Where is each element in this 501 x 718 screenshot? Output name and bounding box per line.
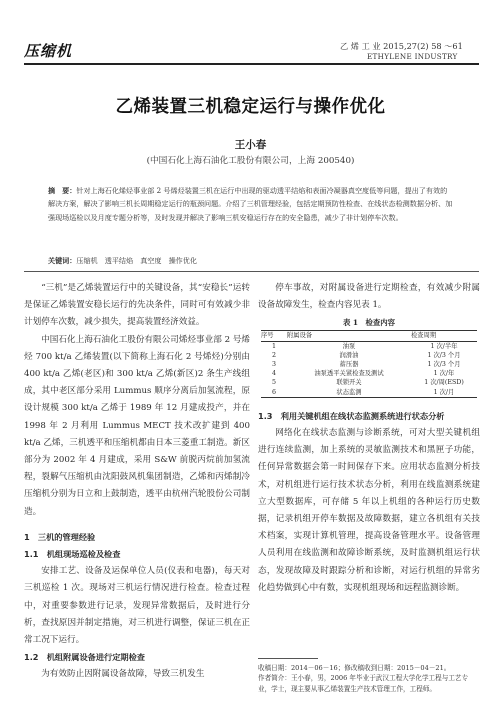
paragraph: 安排工艺、设备及运保单位人员(仪表和电器)，每天对三机巡检 1 次。现场对三机运行情况进行检查。检查过程中，对重要参数进行记录，发现异常数据后，及时进行分析，查找原因并制定措施，对三机进行调整，保证三机在正常工况下运行。 — [24, 566, 250, 646]
paragraph: 停车事故，对附属设备进行定期检查，有效减少附属设备故障发生，检查内容见表 1。 — [258, 283, 480, 311]
paper-title: 乙烯装置三机稳定运行与操作优化 — [115, 97, 386, 117]
paragraph: 为有效防止因附属设备故障，导致三机发生 — [41, 669, 205, 680]
footnote-rule — [258, 658, 318, 659]
journal-name-en: ETHYLENE INDUSTRY — [367, 52, 458, 61]
journal-citation: 乙 烯 工 业 2015,27(2) 58 ～61 — [340, 41, 463, 51]
paragraph: 网络化在线状态监测与诊断系统，可对大型关键机组进行连续监测，加上系统的灵敏监测技术和黑匣子功能，任何异常数据会第一时间保存下来。应用状态监测分析技术，对机组进行运行技术状态分析，利用在线监测系统建立大型数据库，可存储 5 年以上机组的各种运行历史数据，记录机组开停车数据及故障数据，建立各机组有关技术档案，实现计算机管理，提高设备管理水平。设备管理人员利用在线监测和故障诊断系统，及时监测机组运行状态，发现故障及时跟踪分析和诊断，对运行机组的异常劣化趋势做到心中有数，实现机组现场和远程监测诊断。 — [258, 428, 480, 593]
abstract-label: 摘 要： — [48, 186, 77, 195]
header-rule — [24, 63, 479, 65]
author: 王小春 — [234, 139, 267, 151]
table-caption: 表 1 检查内容 — [342, 318, 396, 328]
table-header: 序号 — [261, 331, 287, 341]
table-row: 5 联锁开关 1 次/周(ESD) — [271, 379, 464, 387]
affiliation: (中国石化上海石油化工股份有限公司，上海 200540) — [146, 156, 355, 166]
section-heading: 1 三机的管理经验 — [24, 531, 96, 542]
table-row: 6 状态监测 1 次/月 — [261, 388, 477, 398]
abstract — [48, 184, 453, 224]
table-header: 附属设备 — [287, 331, 411, 341]
inspection-table — [261, 330, 477, 397]
right-column — [258, 280, 480, 597]
subsection-heading: 1.3 利用关键机组在线状态监测系统进行状态分析 — [258, 410, 445, 421]
subsection-heading: 1.2 机组附属设备进行定期检查 — [24, 652, 145, 663]
table-row: 4 油泵透平关紧检查及测试 1 次/年 — [271, 370, 455, 378]
subsection-heading: 1.1 机组现场巡检及检查 — [24, 549, 121, 560]
abstract-text: 针对上海石化烯烃事业部 2 号烯烃装置三机在运行中出现的驱动透平结焰和表面冷凝器真空度低等问题，提出了有效的解决方案，解决了影响三机长周期稳定运行的瓶颈问题。介绍了三机管理经验，包括定期预防性检查、在线状态检测数据分析、加强现场巡检以及月度专题分析等，及时发现并解决了影响三机安稳运行存在的安全隐患，减少了非计划停车次数。 — [48, 186, 453, 222]
keywords — [48, 256, 453, 266]
keywords-label: 关键词： — [48, 256, 77, 265]
section-tag: 压缩机 — [24, 42, 73, 60]
footnote — [258, 663, 480, 694]
left-column — [24, 280, 250, 684]
abstract-rule — [24, 271, 479, 272]
author-bio: 作者简介：王小春，男，2006 年毕业于武汉工程大学化学工程与工艺专业，学士，现主要从事乙烯装置生产技术管理工作，工程师。 — [258, 674, 469, 693]
table-row: 2 润滑油 1 次/3 个月 — [271, 351, 461, 359]
paragraph: 中国石化上海石油化工股份有限公司烯烃事业部 2 号烯烃 700 kt/a 乙烯装置(以下简称上海石化 2 号烯烃)分别由 400 kt/a 乙烯(老区)和 300 kt/a 乙烯(新区)2 条生产线组成，其中老区部分采用 Lummus 顺序分离后加氢流程，原设计规模 300 kt/a 乙烯于 1989 年 12 月建成投产，并在 1998 年 2 月利用 Lummus MECT 技术改扩建到 400 kt/a 乙烯，三机透平和压缩机都由日本三菱重工制造。新区部分为 2002 年 4 月建成，采用 S&W 前脱丙烷前加氢流程，裂解气压缩机由沈阳鼓风机集团制造，乙烯和丙烯制冷压缩机分别为日立和上鼓制造，透平由杭州汽轮股份公司制造。 — [24, 334, 250, 517]
received-date: 收稿日期：2014－06－16；修改稿收到日期：2015－04－21。 — [258, 664, 451, 672]
table-row: 1 油泵 1 次/半年 — [271, 342, 458, 350]
table-row: 3 蓄压器 1 次/3 个月 — [271, 361, 461, 369]
paragraph: “三机”是乙烯装置运行中的关键设备，其“安稳长”运转是保证乙烯装置安稳长运行的先决条件，同时可有效减少非计划停车次数，减少损失，提高装置经济效益。 — [24, 283, 250, 328]
table-header: 检查周期 — [411, 331, 477, 341]
keywords-text: 压缩机 透平结焰 真空度 操作优化 — [76, 256, 197, 265]
